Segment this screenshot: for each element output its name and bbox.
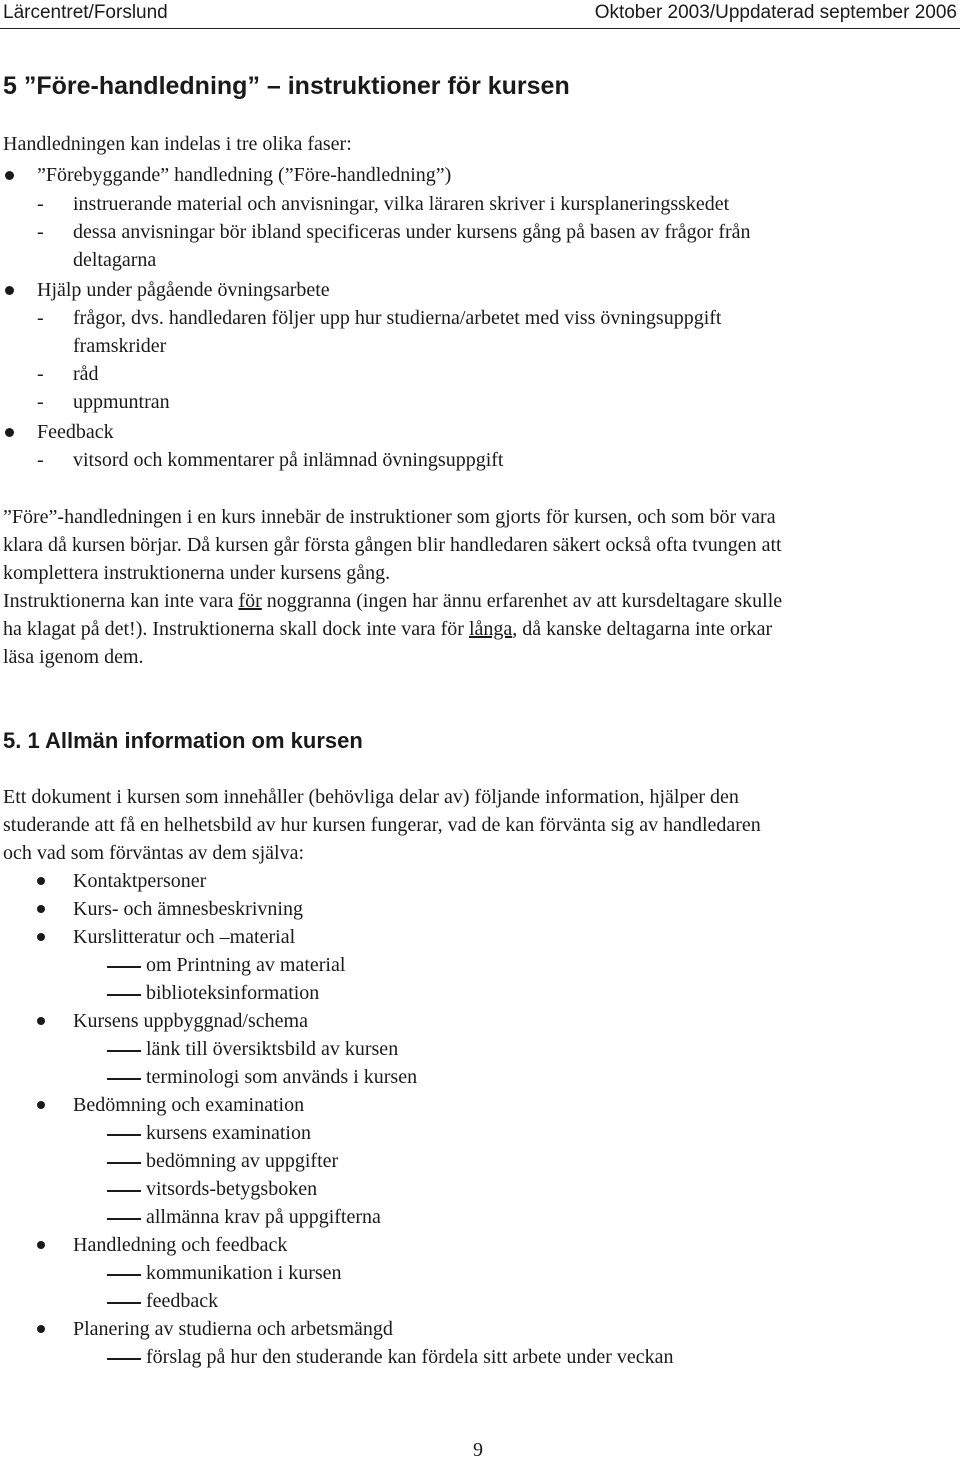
bullet-icon	[37, 1241, 45, 1249]
paragraph-line: Instruktionerna kan inte vara för noggranna (ingen har ännu erfarenhet av att kursdeltagare skulle	[3, 590, 783, 612]
section-title: 5 ”Före-handledning” – instruktioner för kursen	[3, 72, 570, 100]
list-item: Kurslitteratur och –material	[73, 926, 296, 948]
dash-icon	[107, 1190, 141, 1192]
page-number: 9	[473, 1439, 483, 1461]
dash-icon	[107, 1358, 141, 1360]
dash-icon: -	[37, 449, 44, 471]
phase-label: ”Förebyggande” handledning (”Före-handledning”)	[37, 164, 452, 186]
bullet-icon	[37, 1101, 45, 1109]
header-left: Lärcentret/Forslund	[3, 2, 168, 23]
dash-icon	[107, 1134, 141, 1136]
bullet-icon	[37, 1325, 45, 1333]
sub-item: om Printning av material	[146, 954, 346, 976]
paragraph-line: ha klagat på det!). Instruktionerna skall dock inte vara för långa, då kanske deltagarna inte orkar	[3, 618, 773, 640]
paragraph-line: Ett dokument i kursen som innehåller (behövliga delar av) följande information, hjälper den	[3, 786, 739, 808]
dash-icon	[107, 1302, 141, 1304]
list-item: deltagarna	[73, 249, 157, 271]
sub-item: förslag på hur den studerande kan fördela sitt arbete under veckan	[146, 1346, 674, 1368]
subsection-title: 5. 1 Allmän information om kursen	[3, 728, 363, 753]
list-item: Bedömning och examination	[73, 1094, 305, 1116]
list-item: vitsord och kommentarer på inlämnad övningsuppgift	[73, 449, 504, 471]
list-item: Planering av studierna och arbetsmängd	[73, 1318, 393, 1340]
bullet-icon	[37, 933, 45, 941]
dash-icon	[107, 1274, 141, 1276]
list-item: framskrider	[73, 335, 167, 357]
sub-item: feedback	[146, 1290, 219, 1312]
bullet-icon	[5, 428, 14, 437]
sub-item: bedömning av uppgifter	[146, 1150, 339, 1172]
header-divider	[0, 28, 960, 29]
list-item: råd	[73, 363, 99, 385]
paragraph-line: ”Före”-handledningen i en kurs innebär de instruktioner som gjorts för kursen, och som bör vara	[3, 506, 776, 528]
underlined-word: för	[238, 590, 262, 612]
bullet-icon	[37, 905, 45, 913]
dash-icon: -	[37, 363, 44, 385]
sub-item: terminologi som används i kursen	[146, 1066, 418, 1088]
header-right: Oktober 2003/Uppdaterad september 2006	[594, 2, 957, 23]
dash-icon: -	[37, 193, 44, 215]
list-item: Kursens uppbyggnad/schema	[73, 1010, 308, 1032]
sub-item: kursens examination	[146, 1122, 311, 1144]
bullet-icon	[5, 171, 14, 180]
list-item: frågor, dvs. handledaren följer upp hur studierna/arbetet med viss övningsuppgift	[73, 307, 722, 329]
dash-icon	[107, 1078, 141, 1080]
bullet-icon	[5, 286, 14, 295]
dash-icon	[107, 1218, 141, 1220]
paragraph-line: komplettera instruktionerna under kursens gång.	[3, 562, 391, 584]
sub-item: vitsords-betygsboken	[146, 1178, 318, 1200]
underlined-word: långa	[468, 618, 513, 640]
sub-item: kommunikation i kursen	[146, 1262, 342, 1284]
dash-icon: -	[37, 307, 44, 329]
intro-text: Handledningen kan indelas i tre olika faser:	[3, 133, 352, 155]
sub-item: biblioteksinformation	[146, 982, 320, 1004]
paragraph-line: studerande att få en helhetsbild av hur kursen fungerar, vad de kan förvänta sig av handledaren	[3, 814, 761, 836]
bullet-icon	[37, 877, 45, 885]
bullet-icon	[37, 1017, 45, 1025]
dash-icon	[107, 1050, 141, 1052]
paragraph-line: och vad som förväntas av dem själva:	[3, 842, 305, 864]
list-item: Kurs- och ämnesbeskrivning	[73, 898, 303, 920]
dash-icon: -	[37, 221, 44, 243]
paragraph-line: läsa igenom dem.	[3, 646, 144, 668]
sub-item: länk till översiktsbild av kursen	[146, 1038, 399, 1060]
list-item: instruerande material och anvisningar, vilka läraren skriver i kursplaneringsskedet	[73, 193, 730, 215]
dash-icon	[107, 966, 141, 968]
list-item: Kontaktpersoner	[73, 870, 207, 892]
sub-item: allmänna krav på uppgifterna	[146, 1206, 381, 1228]
phase-label: Feedback	[37, 421, 114, 443]
list-item: dessa anvisningar bör ibland specificeras under kursens gång på basen av frågor från	[73, 221, 751, 243]
phase-label: Hjälp under pågående övningsarbete	[37, 279, 330, 301]
dash-icon	[107, 994, 141, 996]
list-item: uppmuntran	[73, 391, 170, 413]
list-item: Handledning och feedback	[73, 1234, 288, 1256]
dash-icon: -	[37, 391, 44, 413]
paragraph-line: klara då kursen börjar. Då kursen går första gången blir handledaren säkert också ofta tvungen att	[3, 534, 782, 556]
dash-icon	[107, 1162, 141, 1164]
